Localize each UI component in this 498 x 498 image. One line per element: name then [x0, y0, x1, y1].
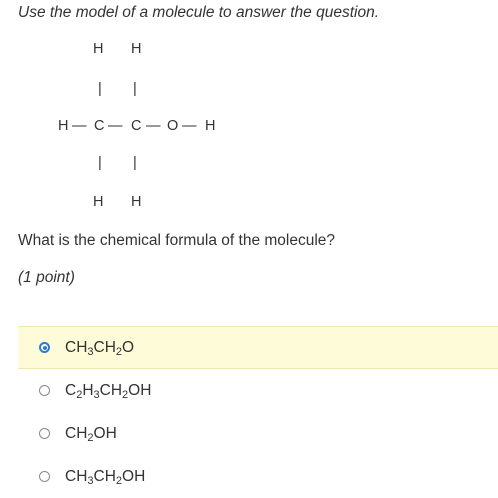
answer-option-label: $CH_2OH$ [65, 424, 117, 444]
answer-option-2[interactable] [18, 369, 498, 412]
answer-option-label: $CH_3CH_2O$ [65, 338, 135, 358]
bond-vertical: | [98, 81, 102, 97]
answer-option-label: $CH_3CH_2OH$ [65, 467, 146, 487]
radio-unselected-icon[interactable] [39, 471, 50, 482]
atom-h: H [205, 118, 216, 134]
atom-h: H [131, 41, 142, 57]
answer-option-label: $C_2H_3CH_2OH$ [65, 381, 152, 401]
bond-vertical: | [98, 155, 102, 171]
answer-options [18, 326, 498, 498]
radio-selected-icon[interactable] [39, 342, 50, 353]
atom-h: H [93, 41, 104, 57]
question-prompt: What is the chemical formula of the molecule? [18, 232, 336, 249]
atom-h: H [58, 118, 69, 134]
bond-horizontal: — [182, 118, 197, 134]
molecule-bottom-hydrogens [0, 0, 142, 210]
question-intro: Use the model of a molecule to answer the question. [18, 4, 380, 21]
molecule-model [0, 0, 498, 220]
answer-option-1[interactable] [18, 326, 498, 369]
answer-option-4[interactable] [18, 455, 498, 498]
bond-horizontal: — [72, 118, 87, 134]
atom-o: O [167, 118, 179, 134]
radio-unselected-icon[interactable] [39, 428, 50, 439]
atom-h: H [93, 194, 104, 210]
question-points: (1 point) [18, 269, 75, 286]
atom-c: C [131, 118, 142, 134]
atom-h: H [131, 194, 142, 210]
answer-option-3[interactable] [18, 412, 498, 455]
bond-vertical: | [133, 81, 137, 97]
bond-horizontal: — [108, 118, 123, 134]
radio-unselected-icon[interactable] [39, 385, 50, 396]
bond-vertical: | [133, 155, 137, 171]
atom-c: C [94, 118, 105, 134]
bond-horizontal: — [146, 118, 161, 134]
